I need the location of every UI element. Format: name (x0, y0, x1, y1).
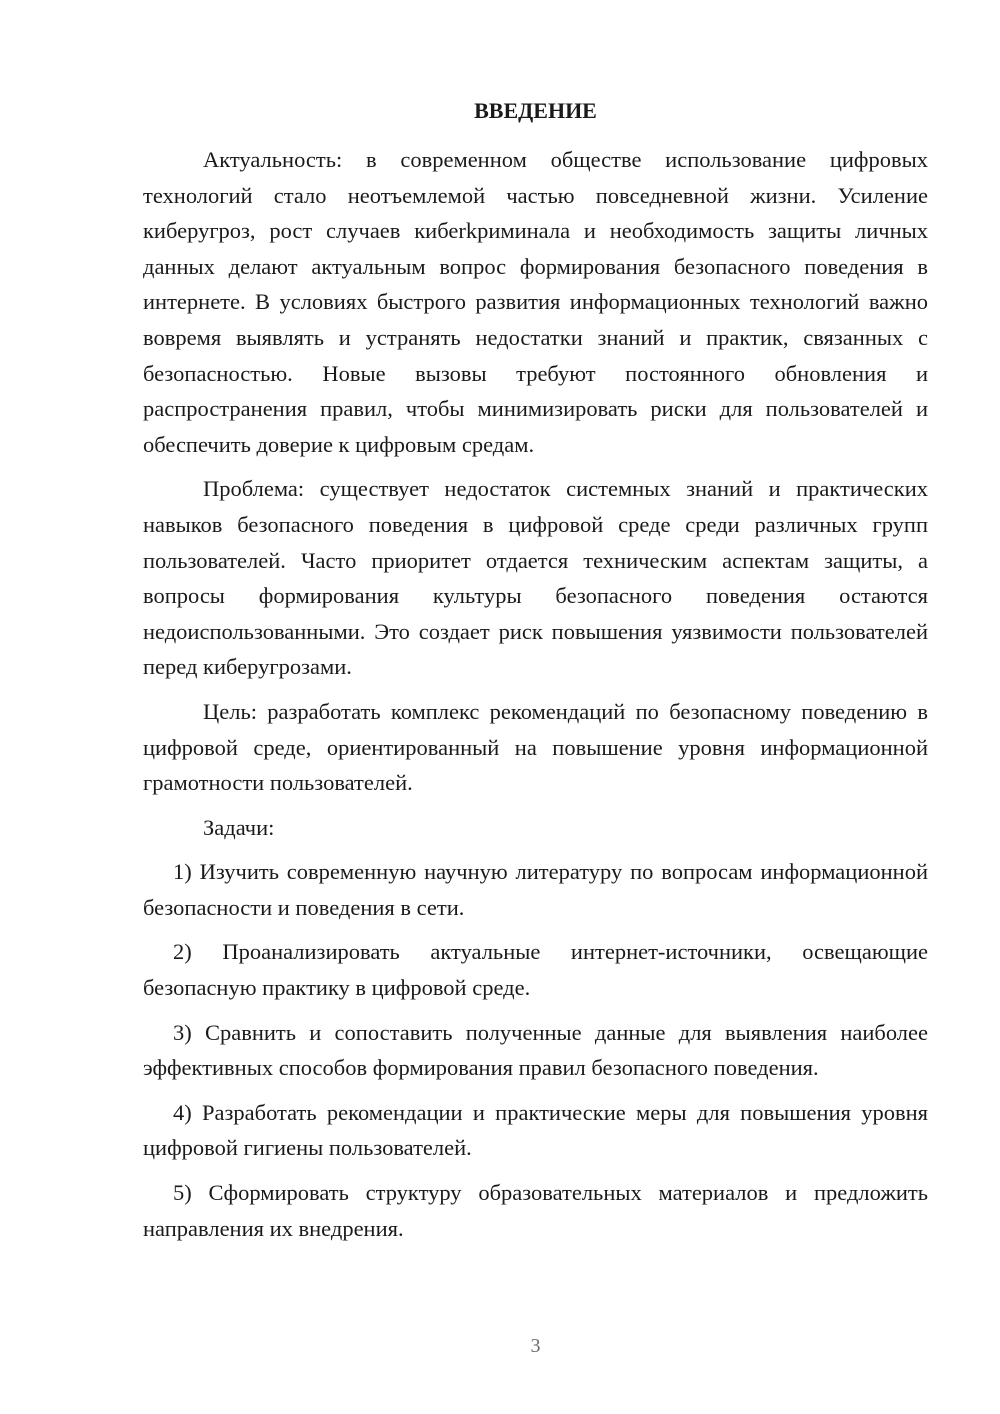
paragraph-goal: Цель: разработать комплекс рекомендаций по безопасному поведению в цифровой среде, ориентированный на повышение уровня информационной грамотности пользователей. (143, 698, 928, 796)
document-body (143, 142, 928, 1255)
document-page (143, 0, 928, 1414)
paragraph-relevance: Актуальность: в современном обществе использование цифровых технологий стало неотъемлемой частью повседневной жизни. Усиление киберугроз, рост случаев кибеrkриминала и необходимость защиты личных данных делают актуальным вопрос формирования безопасного поведения в интернете. В условиях быстрого развития информационных технологий важно вовремя выявлять и устранять недостатки знаний и практик, связанных с безопасностью. Новые вызовы требуют постоянного обновления и распространения правил, чтобы минимизировать риски для пользователей и обеспечить доверие к цифровым средам. (143, 147, 928, 457)
task-item-2: 2) Проанализировать актуальные интернет-источники, освещающие безопасную практику в цифровой среде. (143, 939, 928, 1001)
page-number: 3 (530, 1335, 541, 1357)
paragraph-tasks-heading: Задачи: (203, 814, 275, 840)
task-item-4: 4) Разработать рекомендации и практические меры для повышения уровня цифровой гигиены пользователей. (143, 1099, 928, 1161)
paragraph-problem: Проблема: существует недостаток системных знаний и практических навыков безопасного поведения в цифровой среде среди различных групп пользователей. Часто приоритет отдается техническим аспектам защиты, а вопросы формирования культуры безопасного поведения остаются недоиспользованными. Это создает риск повышения уязвимости пользователей перед киберугрозами. (143, 476, 928, 680)
task-item-5: 5) Сформировать структуру образовательных материалов и предложить направления их внедрения. (143, 1180, 928, 1241)
task-item-1: 1) Изучить современную научную литературу по вопросам информационной безопасности и поведения в сети. (143, 859, 928, 920)
task-item-3: 3) Сравнить и сопоставить полученные данные для выявления наиболее эффективных способов формирования правил безопасного поведения. (143, 1019, 928, 1081)
page-title: ВВЕДЕНИЕ (474, 98, 597, 123)
